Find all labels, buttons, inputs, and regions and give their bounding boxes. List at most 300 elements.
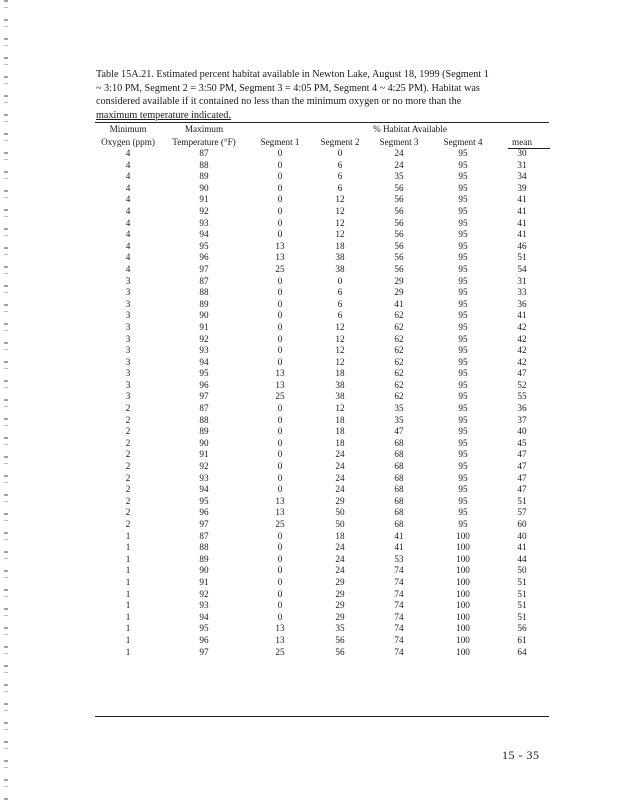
segment-4-cell: 100 [456, 611, 470, 622]
mean-cell: 42 [517, 333, 527, 344]
segment-3-cell: 56 [394, 182, 404, 193]
segment-2-cell: 24 [335, 461, 345, 472]
temperature-cell: 91 [199, 194, 209, 205]
mean-cell: 40 [517, 426, 527, 437]
header-segment-1: Segment 1 [260, 137, 300, 147]
mean-cell: 55 [517, 391, 527, 402]
header-maximum: Maximum [184, 124, 224, 134]
mean-cell: 47 [517, 368, 527, 379]
segment-3-cell: 62 [394, 345, 404, 356]
table-row [95, 345, 549, 357]
temperature-cell: 89 [199, 553, 209, 564]
temperature-cell: 90 [199, 310, 209, 321]
segment-1-cell: 0 [277, 205, 283, 216]
segment-3-cell: 68 [394, 507, 404, 518]
segment-3-cell: 24 [394, 148, 404, 158]
segment-1-cell: 0 [277, 403, 283, 414]
segment-2-cell: 12 [335, 403, 345, 414]
segment-4-cell: 95 [458, 403, 468, 414]
oxygen-cell: 1 [125, 553, 131, 564]
table-row [95, 461, 549, 473]
table-row [95, 531, 549, 543]
segment-4-cell: 95 [458, 484, 468, 495]
segment-4-cell: 100 [456, 542, 470, 553]
table-row [95, 241, 549, 253]
segment-4-cell: 100 [456, 553, 470, 564]
table-row [95, 218, 549, 230]
segment-4-cell: 95 [458, 310, 468, 321]
segment-3-cell: 53 [394, 553, 404, 564]
temperature-cell: 96 [199, 507, 209, 518]
header-temperature: Temperature (°F) [172, 137, 236, 147]
segment-1-cell: 13 [275, 240, 285, 251]
habitat-table [95, 148, 549, 658]
segment-3-cell: 56 [394, 263, 404, 274]
oxygen-cell: 4 [125, 159, 131, 170]
temperature-cell: 88 [199, 414, 209, 425]
mean-cell: 41 [517, 310, 527, 321]
segment-3-cell: 56 [394, 229, 404, 240]
segment-4-cell: 95 [458, 205, 468, 216]
segment-2-cell: 12 [335, 205, 345, 216]
table-row [95, 647, 549, 659]
oxygen-cell: 4 [125, 205, 131, 216]
habitat-table-body [95, 148, 549, 658]
header-segment-2: Segment 2 [320, 137, 360, 147]
header-mean: mean [512, 137, 532, 147]
oxygen-cell: 4 [125, 229, 131, 240]
table-row [95, 612, 549, 624]
oxygen-cell: 1 [125, 530, 131, 541]
oxygen-cell: 3 [125, 345, 131, 356]
segment-1-cell: 0 [277, 449, 283, 460]
segment-3-cell: 41 [394, 542, 404, 553]
segment-1-cell: 13 [275, 623, 285, 634]
segment-2-cell: 50 [335, 519, 345, 529]
segment-3-cell: 68 [394, 449, 404, 460]
segment-3-cell: 68 [394, 437, 404, 448]
table-row [95, 565, 549, 577]
oxygen-cell: 1 [125, 565, 131, 576]
table-row [95, 426, 549, 438]
mean-cell: 31 [517, 159, 527, 170]
segment-3-cell: 56 [394, 217, 404, 228]
segment-3-cell: 56 [394, 205, 404, 216]
temperature-cell: 95 [199, 495, 209, 506]
segment-2-cell: 12 [335, 194, 345, 205]
mean-cell: 51 [517, 600, 527, 611]
table-row [95, 276, 549, 288]
segment-1-cell: 0 [277, 461, 283, 472]
temperature-cell: 97 [199, 391, 209, 402]
segment-2-cell: 18 [335, 437, 345, 448]
segment-2-cell: 12 [335, 321, 345, 332]
segment-2-cell: 12 [335, 345, 345, 356]
segment-4-cell: 95 [458, 182, 468, 193]
caption-line-4: maximum temperature indicated. [96, 109, 231, 121]
temperature-cell: 92 [199, 461, 209, 472]
segment-1-cell: 0 [277, 542, 283, 553]
segment-1-cell: 0 [277, 414, 283, 425]
segment-2-cell: 18 [335, 414, 345, 425]
temperature-cell: 88 [199, 542, 209, 553]
table-row [95, 160, 549, 172]
table-row [95, 415, 549, 427]
oxygen-cell: 4 [125, 148, 131, 158]
table-row [95, 449, 549, 461]
segment-1-cell: 25 [275, 391, 285, 402]
table-bottom-rule [95, 716, 549, 717]
oxygen-cell: 3 [125, 310, 131, 321]
segment-4-cell: 95 [458, 472, 468, 483]
mean-cell: 57 [517, 507, 527, 518]
temperature-cell: 88 [199, 159, 209, 170]
table-row [95, 287, 549, 299]
oxygen-cell: 2 [125, 449, 131, 460]
table-row [95, 334, 549, 346]
segment-3-cell: 74 [394, 634, 404, 645]
segment-1-cell: 25 [275, 646, 285, 657]
temperature-cell: 92 [199, 588, 209, 599]
segment-3-cell: 24 [394, 159, 404, 170]
mean-cell: 41 [517, 229, 527, 240]
segment-3-cell: 62 [394, 368, 404, 379]
segment-3-cell: 41 [394, 298, 404, 309]
mean-cell: 46 [517, 240, 527, 251]
temperature-cell: 93 [199, 345, 209, 356]
mean-cell: 47 [517, 449, 527, 460]
segment-4-cell: 100 [456, 600, 470, 611]
segment-2-cell: 0 [337, 275, 343, 286]
table-row [95, 299, 549, 311]
segment-4-cell: 95 [458, 321, 468, 332]
segment-3-cell: 29 [394, 275, 404, 286]
segment-2-cell: 38 [335, 379, 345, 390]
segment-3-cell: 62 [394, 321, 404, 332]
table-row [95, 357, 549, 369]
segment-4-cell: 95 [458, 287, 468, 298]
segment-1-cell: 0 [277, 356, 283, 367]
segment-4-cell: 95 [458, 507, 468, 518]
oxygen-cell: 1 [125, 646, 131, 657]
mean-cell: 47 [517, 472, 527, 483]
segment-4-cell: 95 [458, 368, 468, 379]
segment-4-cell: 95 [458, 437, 468, 448]
temperature-cell: 95 [199, 623, 209, 634]
temperature-cell: 97 [199, 263, 209, 274]
segment-1-cell: 0 [277, 530, 283, 541]
segment-2-cell: 6 [337, 182, 343, 193]
segment-3-cell: 68 [394, 495, 404, 506]
segment-1-cell: 13 [275, 252, 285, 263]
mean-cell: 40 [517, 530, 527, 541]
segment-1-cell: 13 [275, 368, 285, 379]
mean-cell: 50 [517, 565, 527, 576]
segment-4-cell: 95 [458, 229, 468, 240]
mean-cell: 56 [517, 623, 527, 634]
segment-4-cell: 95 [458, 217, 468, 228]
segment-1-cell: 0 [277, 310, 283, 321]
segment-4-cell: 95 [458, 333, 468, 344]
mean-cell: 45 [517, 437, 527, 448]
segment-1-cell: 0 [277, 565, 283, 576]
table-row [95, 229, 549, 241]
segment-4-cell: 95 [458, 240, 468, 251]
temperature-cell: 96 [199, 379, 209, 390]
table-row [95, 264, 549, 276]
temperature-cell: 97 [199, 519, 209, 529]
segment-3-cell: 74 [394, 623, 404, 634]
mean-cell: 34 [517, 171, 527, 182]
oxygen-cell: 3 [125, 275, 131, 286]
oxygen-cell: 2 [125, 519, 131, 529]
temperature-cell: 97 [199, 646, 209, 657]
mean-cell: 52 [517, 379, 527, 390]
mean-cell: 60 [517, 519, 527, 529]
mean-cell: 64 [517, 646, 527, 657]
oxygen-cell: 4 [125, 194, 131, 205]
segment-1-cell: 0 [277, 171, 283, 182]
segment-1-cell: 13 [275, 634, 285, 645]
caption-line-3: considered available if it contained no less than the minimum oxygen or no more than the [96, 96, 462, 108]
segment-3-cell: 29 [394, 287, 404, 298]
oxygen-cell: 2 [125, 437, 131, 448]
segment-1-cell: 0 [277, 229, 283, 240]
table-row [95, 368, 549, 380]
segment-2-cell: 29 [335, 588, 345, 599]
segment-2-cell: 6 [337, 310, 343, 321]
temperature-cell: 89 [199, 426, 209, 437]
header-oxygen: Oxygen (ppm) [101, 137, 155, 147]
segment-1-cell: 0 [277, 217, 283, 228]
temperature-cell: 87 [199, 403, 209, 414]
caption-line-2: ~ 3:10 PM, Segment 2 = 3:50 PM, Segment 3 = 4:05 PM, Segment 4 ~ 4:25 PM). Habitat was [96, 82, 480, 94]
temperature-cell: 87 [199, 530, 209, 541]
temperature-cell: 90 [199, 182, 209, 193]
segment-4-cell: 100 [456, 623, 470, 634]
temperature-cell: 94 [199, 229, 209, 240]
oxygen-cell: 1 [125, 634, 131, 645]
table-row [95, 322, 549, 334]
table-row [95, 542, 549, 554]
table-row [95, 519, 549, 531]
segment-3-cell: 62 [394, 333, 404, 344]
segment-2-cell: 56 [335, 646, 345, 657]
segment-2-cell: 29 [335, 600, 345, 611]
segment-2-cell: 24 [335, 449, 345, 460]
temperature-cell: 96 [199, 634, 209, 645]
segment-1-cell: 0 [277, 287, 283, 298]
segment-4-cell: 95 [458, 345, 468, 356]
segment-3-cell: 35 [394, 403, 404, 414]
table-row [95, 206, 549, 218]
table-row [95, 183, 549, 195]
mean-cell: 51 [517, 495, 527, 506]
segment-4-cell: 95 [458, 263, 468, 274]
segment-4-cell: 95 [458, 426, 468, 437]
segment-3-cell: 62 [394, 356, 404, 367]
mean-cell: 36 [517, 403, 527, 414]
temperature-cell: 95 [199, 368, 209, 379]
segment-1-cell: 13 [275, 507, 285, 518]
table-top-rule [95, 122, 549, 123]
segment-2-cell: 50 [335, 507, 345, 518]
oxygen-cell: 1 [125, 623, 131, 634]
oxygen-cell: 3 [125, 368, 131, 379]
segment-4-cell: 100 [456, 565, 470, 576]
temperature-cell: 96 [199, 252, 209, 263]
oxygen-cell: 1 [125, 611, 131, 622]
segment-1-cell: 0 [277, 588, 283, 599]
mean-cell: 39 [517, 182, 527, 193]
temperature-cell: 95 [199, 240, 209, 251]
segment-3-cell: 62 [394, 379, 404, 390]
segment-2-cell: 12 [335, 333, 345, 344]
oxygen-cell: 2 [125, 507, 131, 518]
mean-cell: 41 [517, 542, 527, 553]
oxygen-cell: 3 [125, 379, 131, 390]
oxygen-cell: 3 [125, 321, 131, 332]
segment-2-cell: 24 [335, 565, 345, 576]
segment-1-cell: 0 [277, 159, 283, 170]
segment-1-cell: 0 [277, 576, 283, 587]
scan-edge-marks [4, 0, 8, 800]
segment-2-cell: 18 [335, 368, 345, 379]
mean-cell: 51 [517, 252, 527, 263]
table-row [95, 391, 549, 403]
segment-4-cell: 95 [458, 298, 468, 309]
mean-cell: 41 [517, 194, 527, 205]
segment-4-cell: 95 [458, 194, 468, 205]
segment-3-cell: 74 [394, 646, 404, 657]
temperature-cell: 87 [199, 148, 209, 158]
oxygen-cell: 3 [125, 287, 131, 298]
segment-4-cell: 95 [458, 275, 468, 286]
segment-4-cell: 95 [458, 379, 468, 390]
segment-2-cell: 18 [335, 530, 345, 541]
segment-4-cell: 95 [458, 495, 468, 506]
segment-3-cell: 74 [394, 576, 404, 587]
table-row [95, 380, 549, 392]
oxygen-cell: 4 [125, 182, 131, 193]
table-row [95, 194, 549, 206]
segment-1-cell: 0 [277, 437, 283, 448]
oxygen-cell: 4 [125, 252, 131, 263]
table-row [95, 252, 549, 264]
table-caption [96, 68, 536, 122]
segment-1-cell: 0 [277, 194, 283, 205]
page-number: 15 - 35 [502, 748, 540, 762]
oxygen-cell: 2 [125, 426, 131, 437]
temperature-cell: 90 [199, 565, 209, 576]
segment-4-cell: 95 [458, 414, 468, 425]
temperature-cell: 93 [199, 217, 209, 228]
segment-2-cell: 38 [335, 391, 345, 402]
segment-2-cell: 29 [335, 495, 345, 506]
table-row [95, 310, 549, 322]
mean-cell: 44 [517, 553, 527, 564]
temperature-cell: 94 [199, 611, 209, 622]
segment-4-cell: 95 [458, 461, 468, 472]
table-row [95, 554, 549, 566]
segment-1-cell: 13 [275, 379, 285, 390]
mean-cell: 30 [517, 148, 527, 158]
segment-1-cell: 13 [275, 495, 285, 506]
table-row [95, 403, 549, 415]
temperature-cell: 91 [199, 321, 209, 332]
segment-3-cell: 41 [394, 530, 404, 541]
temperature-cell: 89 [199, 298, 209, 309]
temperature-cell: 89 [199, 171, 209, 182]
segment-3-cell: 74 [394, 611, 404, 622]
table-row [95, 473, 549, 485]
segment-4-cell: 95 [458, 519, 468, 529]
segment-4-cell: 95 [458, 391, 468, 402]
segment-2-cell: 24 [335, 553, 345, 564]
oxygen-cell: 1 [125, 600, 131, 611]
segment-4-cell: 100 [456, 588, 470, 599]
segment-2-cell: 35 [335, 623, 345, 634]
header-habitat-available: % Habitat Available [373, 124, 447, 134]
header-segment-3: Segment 3 [379, 137, 419, 147]
segment-1-cell: 0 [277, 426, 283, 437]
segment-3-cell: 47 [394, 426, 404, 437]
segment-1-cell: 0 [277, 345, 283, 356]
segment-2-cell: 6 [337, 298, 343, 309]
mean-cell: 61 [517, 634, 527, 645]
segment-1-cell: 0 [277, 148, 283, 158]
segment-1-cell: 0 [277, 275, 283, 286]
segment-1-cell: 0 [277, 611, 283, 622]
temperature-cell: 94 [199, 356, 209, 367]
segment-3-cell: 68 [394, 519, 404, 529]
temperature-cell: 94 [199, 484, 209, 495]
oxygen-cell: 3 [125, 333, 131, 344]
mean-cell: 42 [517, 356, 527, 367]
oxygen-cell: 3 [125, 391, 131, 402]
segment-1-cell: 0 [277, 600, 283, 611]
table-row [95, 484, 549, 496]
oxygen-cell: 2 [125, 461, 131, 472]
oxygen-cell: 4 [125, 217, 131, 228]
segment-4-cell: 95 [458, 148, 468, 158]
table-row [95, 171, 549, 183]
temperature-cell: 87 [199, 275, 209, 286]
segment-1-cell: 0 [277, 333, 283, 344]
segment-2-cell: 18 [335, 426, 345, 437]
table-row [95, 635, 549, 647]
mean-cell: 51 [517, 611, 527, 622]
oxygen-cell: 2 [125, 484, 131, 495]
oxygen-cell: 3 [125, 298, 131, 309]
table-row [95, 496, 549, 508]
segment-3-cell: 56 [394, 252, 404, 263]
segment-2-cell: 6 [337, 159, 343, 170]
table-row [95, 623, 549, 635]
segment-1-cell: 0 [277, 182, 283, 193]
temperature-cell: 93 [199, 600, 209, 611]
oxygen-cell: 2 [125, 472, 131, 483]
segment-2-cell: 29 [335, 611, 345, 622]
mean-cell: 47 [517, 461, 527, 472]
segment-4-cell: 100 [456, 634, 470, 645]
table-row [95, 148, 549, 160]
temperature-cell: 88 [199, 287, 209, 298]
segment-3-cell: 35 [394, 171, 404, 182]
mean-cell: 51 [517, 588, 527, 599]
segment-2-cell: 12 [335, 217, 345, 228]
segment-1-cell: 0 [277, 321, 283, 332]
